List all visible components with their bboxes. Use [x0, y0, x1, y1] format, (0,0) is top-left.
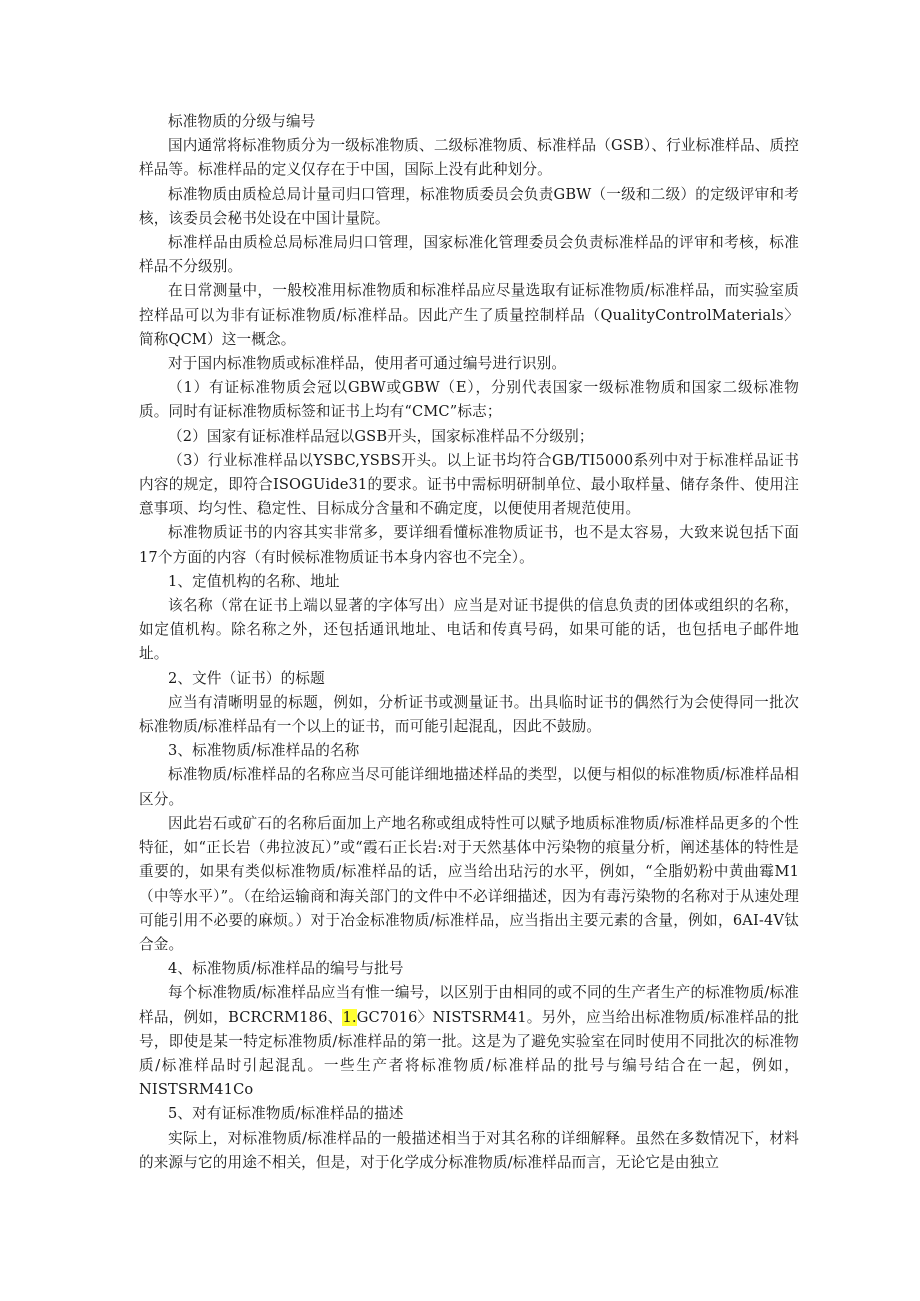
paragraph-11-before: 每个标准物质/标准样品应当有惟一编号，以区别于由相同的或不同的生产者生产的标准物质/标准样品，例如，BCRCRM186、 — [139, 984, 799, 1026]
section-heading-4: 4、标准物质/标准样品的编号与批号 — [168, 960, 404, 978]
document-body — [139, 110, 799, 1175]
paragraph-10: 因此岩石或矿石的名称后面加上产地名称或组成特性可以赋予地质标准物质/标准样品更多的个性特征，如“正长岩（弗拉波瓦）”或“霞石正长岩:对于天然基体中污染物的痕量分析，阐述基体的特性是重要的，如果有类似标准物质/标准样品的话，应当给出玷污的水平，例如，“全脂奶粉中黄曲霉M1（中等水平）”。（在给运输商和海关部门的文件中不必详细描述，因为有毒污染物的名称对于从速处理可能引用不必要的麻烦。）对于冶金标准物质/标准样品，应当指出主要元素的含量，例如，6AI-4V钛合金。 — [139, 814, 799, 953]
paragraph-11 — [139, 981, 799, 1102]
paragraph-2: 标准物质由质检总局计量司归口管理，标准物质委员会负责GBW（一级和二级）的定级评审和考核，该委员会秘书处设在中国计量院。 — [139, 185, 799, 227]
section-heading-1: 1、定值机构的名称、地址 — [168, 572, 340, 590]
section-heading-3: 3、标准物质/标准样品的名称 — [168, 742, 360, 760]
paragraph-5: 对于国内标准物质或标准样品，使用者可通过编号进行识别。 — [168, 355, 567, 373]
list-item-2: （2）国家有证标准样品冠以GSB开头，国家标准样品不分级别； — [168, 427, 594, 445]
paragraph-1: 国内通常将标准物质分为一级标准物质、二级标准物质、标准样品（GSB）、行业标准样品、质控样品等。标准样品的定义仅存在于中国，国际上没有此种划分。 — [139, 137, 799, 179]
highlighted-text: 1. — [342, 1008, 357, 1026]
paragraph-11-after: GC7016〉NISTSRM41。另外，应当给出标准物质/标准样品的批号，即使是某一特定标准物质/标准样品的第一批。这是为了避免实验室在同时使用不同批次的标准物质/标准样品时引起混乱。一些生产者将标准物质/标准样品的批号与编号结合在一起，例如，NISTSRM41Co — [139, 1008, 799, 1099]
paragraph-7: 该名称（常在证书上端以显著的字体写出）应当是对证书提供的信息负责的团体或组织的名称，如定值机构。除名称之外，还包括通讯地址、电话和传真号码，如果可能的话，也包括电子邮件地址。 — [139, 597, 799, 663]
paragraph-12: 实际上，对标准物质/标准样品的一般描述相当于对其名称的详细解释。虽然在多数情况下，材料的来源与它的用途不相关，但是，对于化学成分标准物质/标准样品而言，无论它是由独立 — [139, 1129, 799, 1171]
paragraph-4: 在日常测量中，一般校准用标准物质和标准样品应尽量选取有证标准物质/标准样品，而实验室质控样品可以为非有证标准物质/标准样品。因此产生了质量控制样品（QualityControlMaterials〉简称QCM）这一概念。 — [139, 282, 799, 348]
document-title: 标准物质的分级与编号 — [168, 113, 316, 130]
section-heading-5: 5、对有证标准物质/标准样品的描述 — [168, 1105, 404, 1123]
paragraph-3: 标准样品由质检总局标准局归口管理，国家标准化管理委员会负责标准样品的评审和考核，标准样品不分级别。 — [139, 234, 799, 276]
paragraph-6: 标准物质证书的内容其实非常多，要详细看懂标准物质证书，也不是太容易，大致来说包括下面17个方面的内容（有时候标准物质证书本身内容也不完全）。 — [139, 524, 799, 566]
paragraph-8: 应当有清晰明显的标题，例如，分析证书或测量证书。出具临时证书的偶然行为会使得同一批次标准物质/标准样品有一个以上的证书，而可能引起混乱，因此不鼓励。 — [139, 693, 799, 736]
section-heading-2: 2、文件（证书）的标题 — [168, 669, 325, 687]
paragraph-9: 标准物质/标准样品的名称应当尽可能详细地描述样品的类型，以便与相似的标准物质/标准样品相区分。 — [139, 766, 799, 808]
list-item-3: （3）行业标准样品以YSBC,YSBS开头。以上证书均符合GB/TI5000系列中对于标准样品证书内容的规定，即符合ISOGUide31的要求。证书中需标明研制单位、最小取样量、储存条件、使用注意事项、均匀性、稳定性、目标成分含量和不确定度，以便使用者规范使用。 — [139, 451, 799, 518]
list-item-1: （1）有证标准物质会冠以GBW或GBW（E），分别代表国家一级标准物质和国家二级标准物质。同时有证标准物质标签和证书上均有“CMC”标志； — [139, 379, 799, 421]
